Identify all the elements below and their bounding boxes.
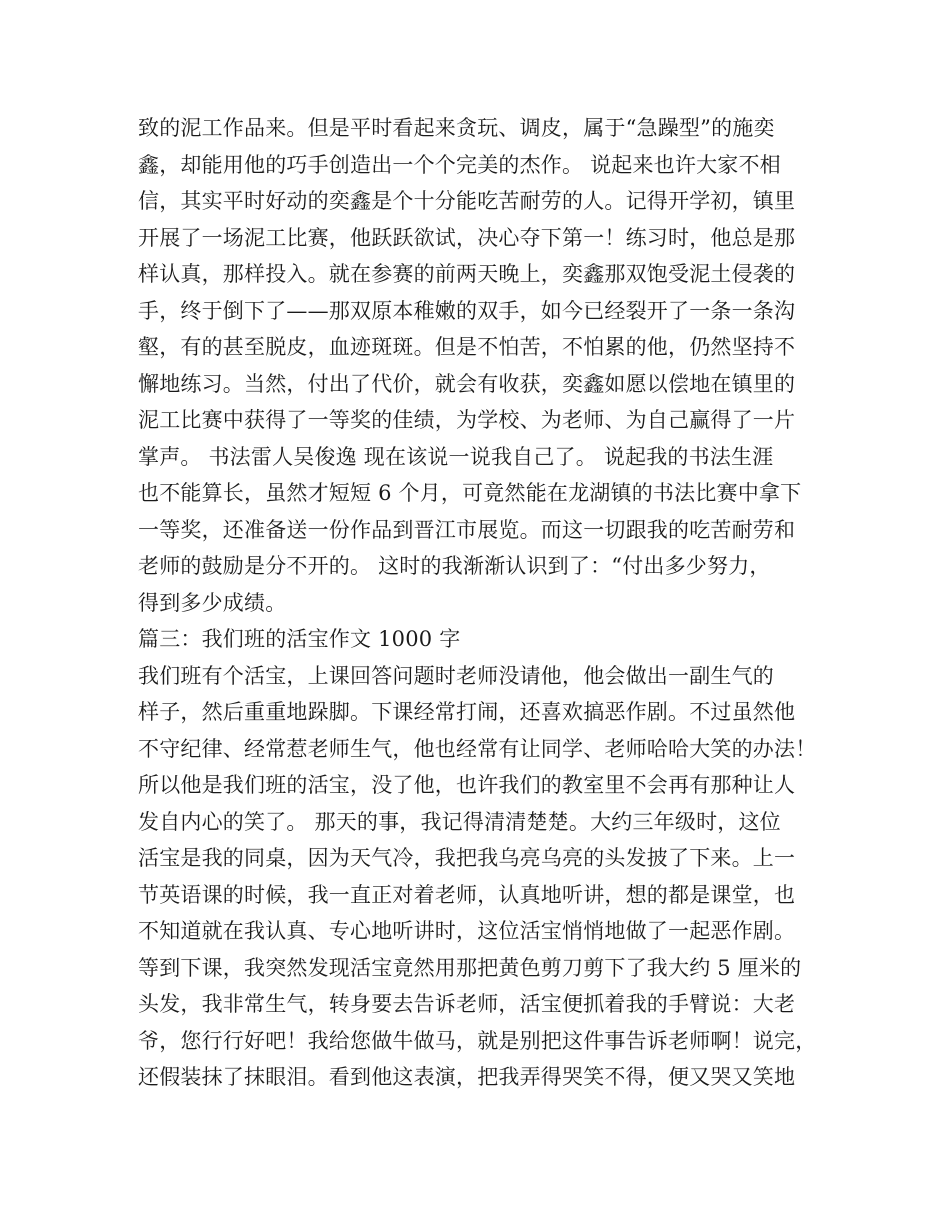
text-line: 掌声。 书法雷人吴俊逸 现在该说一说我自己了。 说起我的书法生涯 — [138, 444, 774, 469]
text-line: 壑，有的甚至脱皮，血迹斑斑。但是不怕苦，不怕累的他，仍然坚持不 — [138, 335, 796, 359]
text-line: 爷，您行行好吧！我给您做牛做马，就是别把这件事告诉老师啊！说完， — [138, 1028, 817, 1053]
text-line: 不守纪律、经常惹老师生气，他也经常有让同学、老师哈哈大笑的办法！ — [138, 736, 817, 761]
text-line: 所以他是我们班的活宝，没了他，也许我们的教室里不会再有那种让人 — [138, 773, 796, 797]
text-line: 鑫，却能用他的巧手创造出一个个完美的杰作。 说起来也许大家不相 — [138, 152, 781, 177]
text-line: 开展了一场泥工比赛，他跃跃欲试，决心夺下第一！练习时，他总是那 — [138, 225, 796, 250]
section-heading: 篇三：我们班的活宝作文 1000 字 — [138, 627, 461, 651]
text-line: 老师的鼓励是分不开的。 这时的我渐渐认识到了：“付出多少努力， — [138, 554, 771, 578]
text-line: 致的泥工作品来。但是平时看起来贪玩、调皮，属于“急躁型”的施奕 — [138, 116, 775, 140]
text-line: 得到多少成绩。 — [138, 590, 287, 615]
text-line: 样子，然后重重地跺脚。下课经常打闹，还喜欢搞恶作剧。不过虽然他 — [138, 700, 796, 724]
text-line: 也不能算长，虽然才短短 6 个月，可竟然能在龙湖镇的书法比赛中拿下 — [138, 481, 802, 505]
text-line: 等到下课，我突然发现活宝竟然用那把黄色剪刀剪下了我大约 5 厘米的 — [138, 955, 802, 980]
text-line: 头发，我非常生气，转身要去告诉老师，活宝便抓着我的手臂说：大老 — [138, 992, 796, 1016]
text-line: 我们班有个活宝，上课回答问题时老师没请他，他会做出一副生气的 — [138, 663, 774, 688]
text-line: 活宝是我的同桌，因为天气冷，我把我乌亮乌亮的头发披了下来。上一 — [138, 846, 796, 870]
text-line: 样认真，那样投入。就在参赛的前两天晚上，奕鑫那双饱受泥土侵袭的 — [138, 262, 796, 286]
text-line: 泥工比赛中获得了一等奖的佳绩，为学校、为老师、为自己赢得了一片 — [138, 408, 796, 432]
text-line: 手，终于倒下了——那双原本稚嫩的双手，如今已经裂开了一条一条沟 — [138, 298, 796, 323]
essay-continuation — [138, 110, 818, 621]
text-line: 不知道就在我认真、专心地听讲时，这位活宝悄悄地做了一起恶作剧。 — [138, 919, 796, 943]
text-line: 懈地练习。当然，付出了代价，就会有收获，奕鑫如愿以偿地在镇里的 — [138, 371, 796, 396]
text-line: 节英语课的时候，我一直正对着老师，认真地听讲，想的都是课堂，也 — [138, 882, 796, 907]
text-line: 信，其实平时好动的奕鑫是个十分能吃苦耐劳的人。记得开学初，镇里 — [138, 189, 796, 213]
essay-three-body — [138, 658, 818, 1096]
text-line: 一等奖，还准备送一份作品到晋江市展览。而这一切跟我的吃苦耐劳和 — [138, 517, 796, 542]
text-line: 发自内心的笑了。 那天的事，我记得清清楚楚。大约三年级时，这位 — [138, 809, 781, 834]
document-body — [138, 110, 818, 1096]
text-line: 还假装抹了抹眼泪。看到他这表演，把我弄得哭笑不得，便又哭又笑地 — [138, 1065, 796, 1089]
